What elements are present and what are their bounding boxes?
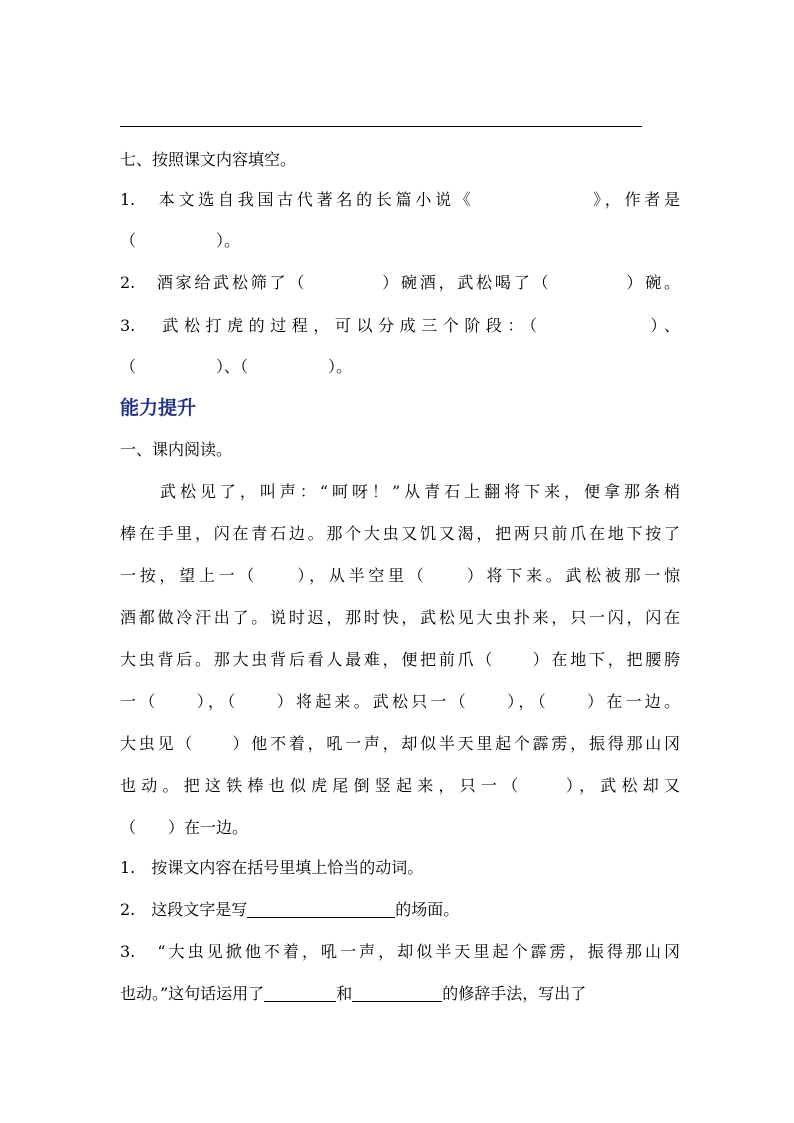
passage-line: 酒都做冷汗出了。说时迟，那时快，武松见大虫扑来，只一闪，闪在 xyxy=(120,608,680,627)
question-3-suffix: 的修辞手法，写出了 xyxy=(442,984,587,1003)
passage-line: 一按，望上一（ ），从半空里（ ）将下来。武松被那一惊 xyxy=(120,566,680,585)
passage-line: （ ）在一边。 xyxy=(120,818,249,837)
question-2-prefix: 2. 这段文字是写 xyxy=(120,900,248,919)
passage-line: 也动。把这铁棒也似虎尾倒竖起来，只一（ ），武松却又 xyxy=(120,776,680,795)
answer-blank[interactable] xyxy=(247,901,395,918)
question-2-suffix: 的场面。 xyxy=(395,900,460,919)
question-3-mid: 和 xyxy=(336,984,353,1003)
question-3-line2 xyxy=(120,984,680,1004)
passage-line: 大虫背后。那大虫背后看人最难，便把前爪（ ）在地下，把腰胯 xyxy=(120,650,680,669)
passage-line: 一（ ），（ ）将起来。武松只一（ ），（ ）在一边。 xyxy=(120,692,680,711)
question-1: 1. 按课文内容在括号里填上恰当的动词。 xyxy=(120,858,424,877)
answer-blank[interactable] xyxy=(352,985,442,1002)
passage-line: 大虫见（ ）他不着，吼一声，却似半天里起个霹雳，振得那山冈 xyxy=(120,734,680,753)
header-rule xyxy=(120,126,642,127)
question-2 xyxy=(120,900,680,920)
ability-heading: 能力提升 xyxy=(120,397,197,419)
section-seven-q3-line2: （ ）、（ ）。 xyxy=(120,357,353,376)
answer-blank[interactable] xyxy=(264,985,336,1002)
section-seven-q3-line1: 3. 武松打虎的过程，可以分成三个阶段：（ ）、 xyxy=(120,316,680,335)
section-seven-q1-line1: 1. 本文选自我国古代著名的长篇小说《 》，作者是 xyxy=(120,190,680,209)
passage-line: 武松见了，叫声：“呵呀！”从青石上翻将下来，便拿那条梢 xyxy=(120,482,680,501)
question-3-line1: 3. “大虫见掀他不着，吼一声，却似半天里起个霹雳，振得那山冈 xyxy=(120,942,680,961)
section-seven-q2: 2. 酒家给武松筛了（ ）碗酒，武松喝了（ ）碗。 xyxy=(120,273,680,292)
reading-subtitle: 一、课内阅读。 xyxy=(120,440,233,459)
passage-line: 棒在手里，闪在青石边。那个大虫又饥又渴，把两只前爪在地下按了 xyxy=(120,524,680,543)
question-3-prefix: 也动。”这句话运用了 xyxy=(120,984,265,1003)
section-seven-title: 七、按照课文内容填空。 xyxy=(120,150,297,169)
section-seven-q1-line2: （ ）。 xyxy=(120,231,241,250)
